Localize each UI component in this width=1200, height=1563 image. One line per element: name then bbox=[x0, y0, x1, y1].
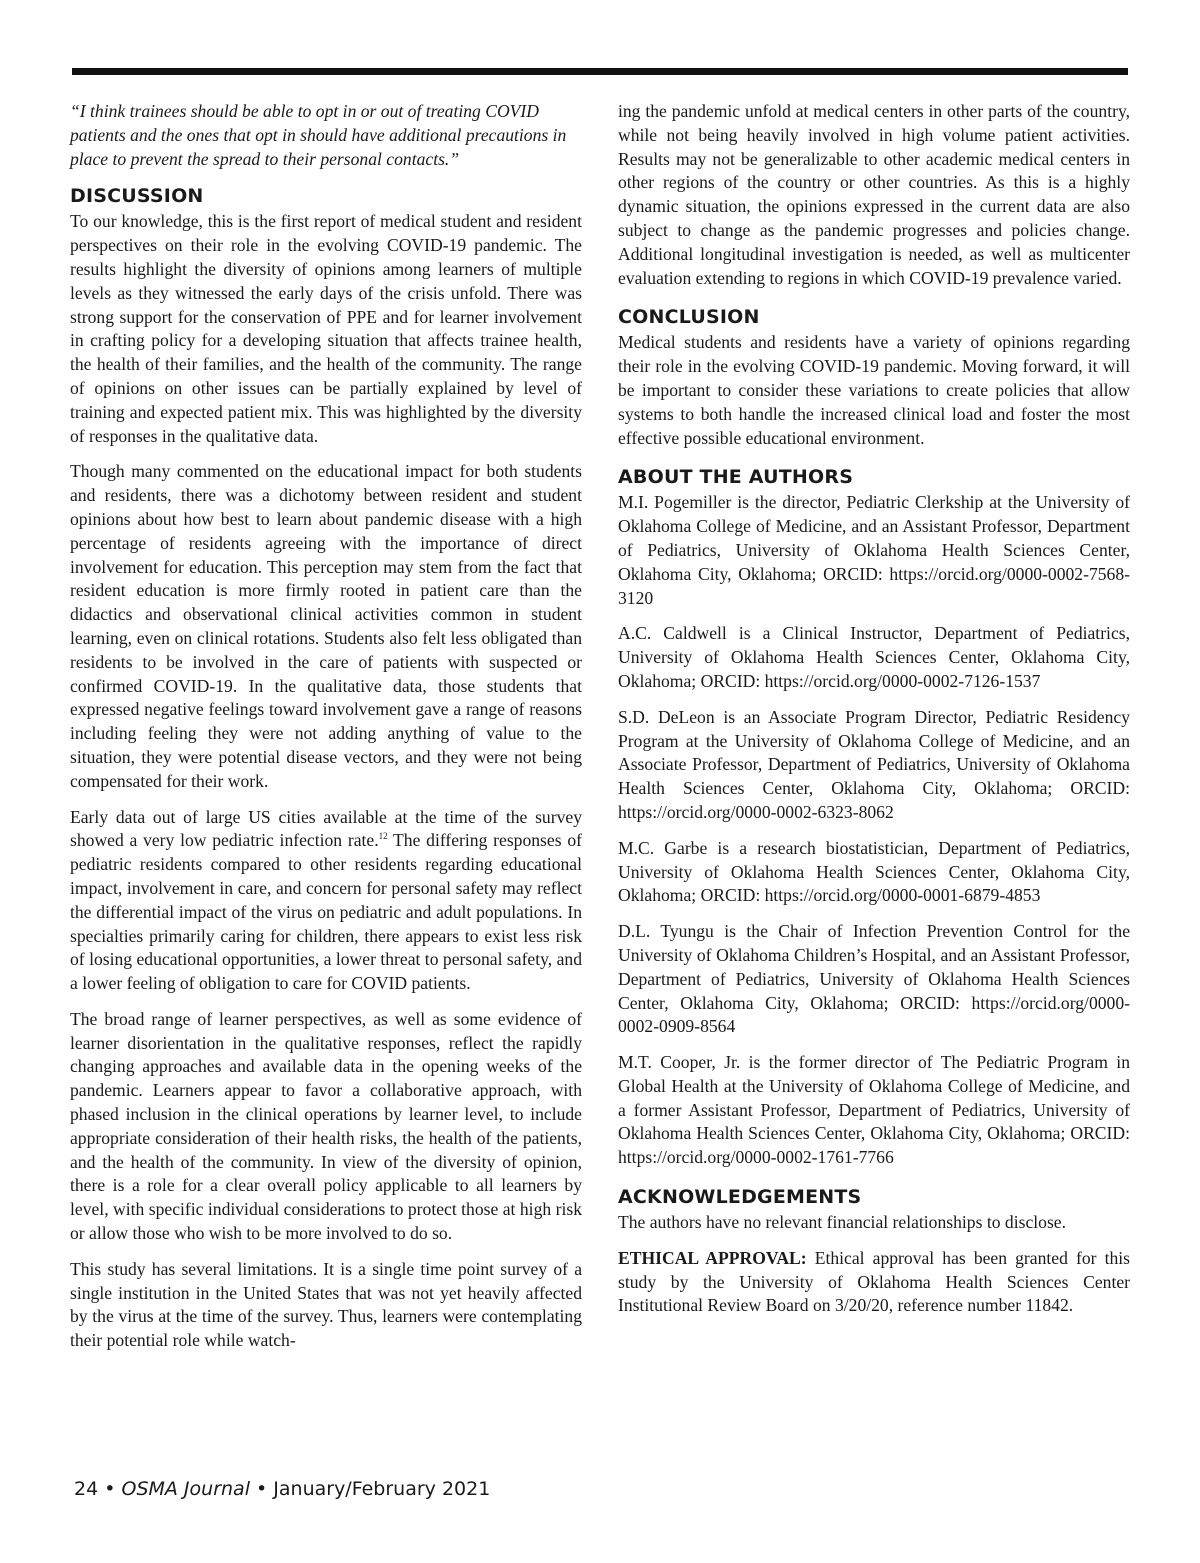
discussion-paragraph-1: To our knowledge, this is the first report of medical student and resident perspectives on their role in the evolving COVID-19 pandemic. The results highlight the diversity of opinions among learners of multiple levels as they witnessed the early days of the crisis unfold. There was strong support for the conservation of PPE and for learner involvement in crafting policy for a developing situation that affects trainee health, the health of their families, and the health of the community. The range of opinions on other issues can be partially explained by level of training and expected patient mix. This was highlighted by the diversity of responses in the qualitative data. bbox=[70, 211, 582, 446]
about-authors-heading: ABOUT THE AUTHORS bbox=[618, 466, 854, 489]
author-bio: S.D. DeLeon is an Associate Program Director, Pediatric Residency Program at the University of Oklahoma College of Medicine, and an Associate Professor, Department of Pediatrics, University of Oklahoma Health Sciences Center, Oklahoma City, Oklahoma; ORCID: https://orcid.org/0000-0002-6323-8062 bbox=[618, 706, 1130, 822]
acknowledgements-paragraph: The authors have no relevant financial relationships to disclose. bbox=[618, 1212, 1067, 1233]
author-bio: A.C. Caldwell is a Clinical Instructor, Department of Pediatrics, University of Oklahoma Health Sciences Center, Oklahoma City, Oklahoma; ORCID: https://orcid.org/0000-0002-7126-1537 bbox=[618, 623, 1130, 691]
discussion-paragraph-3-start: Early data out of large US cities available at the time of the survey showed a very low pediatric infection rate. bbox=[70, 806, 582, 851]
limitations-paragraph-part-1: This study has several limitations. It is a single time point survey of a single institution in the United States that was not yet heavily affected by the virus at the time of the survey. Thus, learners were contemplating their potential role while watch- bbox=[70, 1258, 582, 1351]
discussion-paragraph-2: Though many commented on the educational impact for both students and residents, there was a dichotomy between resident and student opinions about how best to learn about pandemic disease with a high percentage of residents agreeing with the importance of direct involvement for education. This perception may stem from the fact that resident education is more firmly rooted in patient care than the didactics and observational clinical activities common in student learning, even on clinical rotations. Students also felt less obligated than residents to be involved in the care of patients with suspected or confirmed COVID-19. In the qualitative data, those students that expressed negative feelings toward involvement gave a range of reasons including feeling they were not adding anything of value to the situation, they were potential disease vectors, and they were not being compensated for their work. bbox=[70, 461, 582, 791]
limitations-paragraph-part-2: ing the pandemic unfold at medical centers in other parts of the country, while not being heavily involved in high volume patient activities. Results may not be generalizable to other academic medical centers in other regions of the country or other countries. As this is a highly dynamic situation, the opinions expressed in the current data are also subject to change as the pandemic progresses and policies change. Additional longitudinal investigation is needed, as well as multicenter evaluation extending to regions in which COVID-19 prevalence varied. bbox=[618, 101, 1130, 288]
pull-quote: “I think trainees should be able to opt in or out of treating COVID patients and the ones that opt in should have additional precautions in place to prevent the spread to their personal contacts.” bbox=[70, 101, 567, 169]
page-number: 24 bbox=[74, 1478, 99, 1500]
conclusion-heading: CONCLUSION bbox=[618, 306, 760, 329]
footer-separator: • bbox=[249, 1478, 274, 1500]
issue-date: January/February 2021 bbox=[273, 1478, 491, 1500]
left-column bbox=[70, 100, 582, 1365]
conclusion-paragraph: Medical students and residents have a variety of opinions regarding their role in the evolving COVID-19 pandemic. Moving forward, it will be important to consider these variations to create policies that allow systems to both handle the increased clinical load and foster the most effective possible educational environment. bbox=[618, 332, 1130, 448]
author-bio: M.T. Cooper, Jr. is the former director of The Pediatric Program in Global Health at the University of Oklahoma College of Medicine, and a former Assistant Professor, Department of Pediatrics, University of Oklahoma Health Sciences Center, Oklahoma City, Oklahoma; ORCID: https://orcid.org/0000-0002-1761-7766 bbox=[618, 1052, 1130, 1168]
ethical-approval-paragraph bbox=[618, 1247, 1130, 1318]
discussion-paragraph-3 bbox=[70, 806, 582, 996]
ethical-approval-label: ETHICAL APPROVAL: bbox=[618, 1247, 807, 1268]
ethical-approval-text: Ethical approval has been granted for this study by the University of Oklahoma Health Sciences Center Institutional Review Board on 3/20/20, reference number 11842. bbox=[618, 1247, 1130, 1316]
footer-separator: • bbox=[98, 1478, 122, 1500]
right-column bbox=[618, 100, 1130, 1330]
discussion-heading: DISCUSSION bbox=[70, 185, 204, 208]
acknowledgements-heading: ACKNOWLEDGEMENTS bbox=[618, 1186, 862, 1209]
author-bio: D.L. Tyungu is the Chair of Infection Prevention Control for the University of Oklahoma Children’s Hospital, and an Assistant Professor, Department of Pediatrics, University of Oklahoma Health Sciences Center, Oklahoma City, Oklahoma; ORCID: https://orcid.org/0000-0002-0909-8564 bbox=[618, 921, 1130, 1037]
reference-superscript: 12 bbox=[378, 831, 388, 842]
author-bio: M.C. Garbe is a research biostatistician, Department of Pediatrics, University of Oklahoma Health Sciences Center, Oklahoma City, Oklahoma; ORCID: https://orcid.org/0000-0001-6879-4853 bbox=[618, 837, 1130, 906]
discussion-paragraph-3-end: The differing responses of pediatric residents compared to other residents regarding educational impact, involvement in care, and concern for personal safety may reflect the differential impact of the virus on pediatric and adult populations. In specialties primarily caring for children, there appears to exist less risk of losing educational opportunities, a lower threat to personal safety, and a lower feeling of obligation to care for COVID patients. bbox=[70, 830, 582, 994]
journal-name: OSMA Journal bbox=[121, 1478, 250, 1500]
discussion-paragraph-4: The broad range of learner perspectives, as well as some evidence of learner disorientation in the qualitative responses, reflect the rapidly changing approaches and available data in the opening weeks of the pandemic. Learners appear to favor a collaborative approach, with phased inclusion in the clinical operations by learner level, to include appropriate consideration of their health risks, the health of the patients, and the health of the community. In view of the diversity of opinion, there is a role for a clear overall policy applicable to all learners by level, with specific individual considerations to protect those at high risk or allow those who wish to be more involved to do so. bbox=[70, 1008, 582, 1244]
page-footer bbox=[74, 1476, 490, 1502]
top-rule bbox=[72, 68, 1128, 75]
author-bio: M.I. Pogemiller is the director, Pediatric Clerkship at the University of Oklahoma College of Medicine, and an Assistant Professor, Department of Pediatrics, University of Oklahoma Health Sciences Center, Oklahoma City, Oklahoma; ORCID: https://orcid.org/0000-0002-7568-3120 bbox=[618, 492, 1130, 608]
